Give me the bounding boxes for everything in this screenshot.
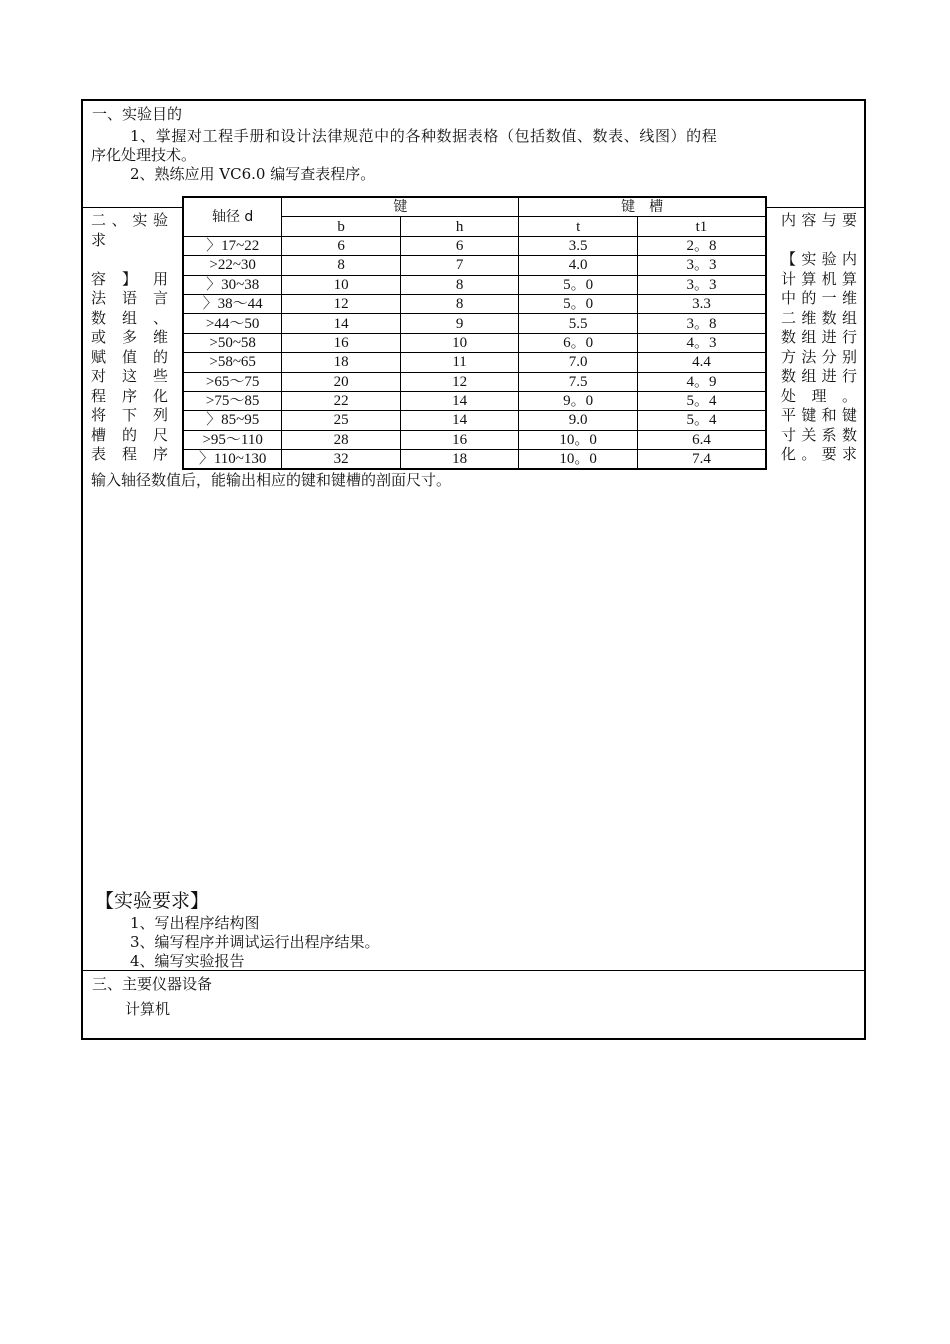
header-key: 键 <box>282 197 519 217</box>
requirement-item: 3、编写程序并调试运行出程序结果。 <box>130 933 380 951</box>
section1-heading: 一、实验目的 <box>92 105 183 123</box>
requirement-item: 1、写出程序结构图 <box>130 914 260 932</box>
equipment-item: 计算机 <box>125 1000 171 1018</box>
header-t1: t1 <box>637 217 766 236</box>
header-t: t <box>519 217 638 236</box>
table-row: 〉17~22 6 6 3.5 2。8 <box>183 236 766 255</box>
section-divider <box>82 970 865 971</box>
table-row: 〉30~38 10 8 5。0 3。3 <box>183 275 766 294</box>
section3-heading: 三、主要仪器设备 <box>92 975 213 993</box>
section2-right-column: 内容与要 【实验内 计算机算 中的一维 二维数组 数组进行 方法分别 数组进行 处 理 。 平键和键 寸关系数 化。要求 <box>781 211 857 463</box>
table-row: >50~58 16 10 6。0 4。3 <box>183 333 766 352</box>
header-keyway: 键 槽 <box>519 197 766 217</box>
table-row: >65～75 20 12 7.5 4。9 <box>183 372 766 391</box>
table-row: >95～110 28 16 10。0 6.4 <box>183 430 766 449</box>
table-row: >44～50 14 9 5.5 3。8 <box>183 314 766 333</box>
requirements-title: 【实验要求】 <box>95 890 210 912</box>
table-row: 〉85~95 25 14 9.0 5。4 <box>183 411 766 430</box>
section1-item1-line2: 序化处理技术。 <box>91 146 197 164</box>
table-row: >22~30 8 7 4.0 3。3 <box>183 256 766 275</box>
section-divider <box>766 207 865 208</box>
section1-item2: 2、熟练应用 VC6.0 编写查表程序。 <box>130 165 376 183</box>
header-shaft-diameter: 轴径 d <box>183 197 282 236</box>
keyway-dimension-table <box>182 196 767 470</box>
section1-item1-line1: 1、掌握对工程手册和设计法律规范中的各种数据表格（包括数值、数表、线图）的程 <box>130 127 718 145</box>
table-row: >75～85 22 14 9。0 5。4 <box>183 391 766 410</box>
requirement-item: 4、编写实验报告 <box>130 952 245 970</box>
table-row: >58~65 18 11 7.0 4.4 <box>183 353 766 372</box>
header-h: h <box>400 217 519 236</box>
section2-left-column: 二、实验 求 容 】 用 法 语 言 数 组 、 或 多 维 赋 值 的 对 这 些 程 序 化 将 下 列 槽 的 尺 表 程 序 <box>91 211 168 463</box>
after-table-text: 输入轴径数值后，能输出相应的键和键槽的剖面尺寸。 <box>91 471 452 489</box>
table-row: 〉110~130 32 18 10。0 7.4 <box>183 450 766 470</box>
table-row: 〉38～44 12 8 5。0 3.3 <box>183 294 766 313</box>
section-divider <box>82 207 183 208</box>
header-b: b <box>282 217 401 236</box>
